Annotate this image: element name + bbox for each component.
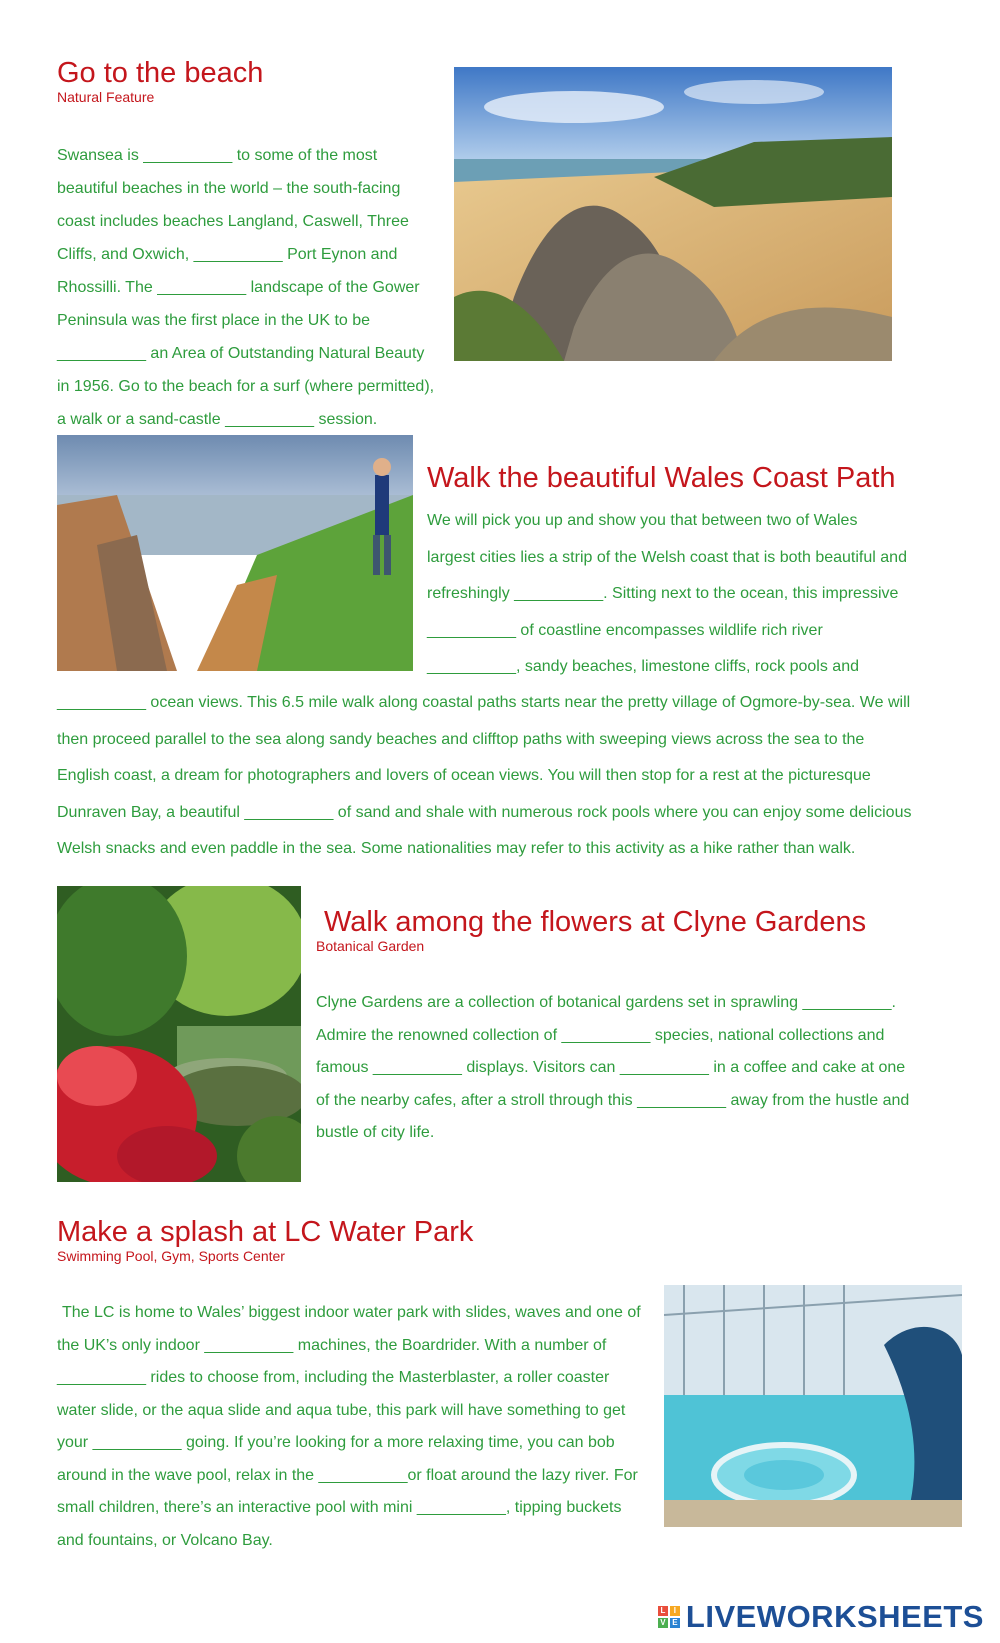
section-subtitle-beach: Natural Feature [57,89,155,105]
clyne-gardens-photo [57,886,301,1182]
beach-cliffs-photo [454,67,892,361]
water-park-photo [664,1285,962,1527]
section-title-beach: Go to the beach [57,57,264,89]
section-title-clyne-gardens: Walk among the flowers at Clyne Gardens [324,906,867,938]
section-subtitle-water-park: Swimming Pool, Gym, Sports Center [57,1248,285,1264]
section-text-beach: Swansea is __________ to some of the most beautiful beaches in the world – the south-facing coast includes beaches Langland, Caswell, Three Cliffs, and Oxwich, __________ Port Eynon and Rhossilli. The __________ landscape of the Gower Peninsula was the first place in the UK to be __________ an Area of Outstanding Natural Beauty in 1956. Go to the beach for a surf (where permitted), a walk or a sand-castle __________ session. [57,147,435,428]
section-text-coast-path-bottom: __________ ocean views. This 6.5 mile walk along coastal paths starts near the pretty village of Ogmore-by-sea. We will then proceed parallel to the sea along sandy beaches and clifftop paths with sweeping views across the sea to the English coast, a dream for photographers and lovers of ocean views. You will then stop for a rest at the picturesque Dunraven Bay, a beautiful __________ of sand and shale with numerous rock pools where you can enjoy some delicious Welsh snacks and even paddle in the sea. Some nationalities may refer to this activity as a hike rather than walk. [57,694,912,857]
section-subtitle-clyne-gardens: Botanical Garden [316,938,425,954]
section-title-water-park: Make a splash at LC Water Park [57,1216,474,1248]
logo-text: LIVEWORKSHEETS [685,1599,984,1634]
logo-mark-icon: L I V E [658,1606,680,1628]
section-text-clyne-gardens: Clyne Gardens are a collection of botanical gardens set in sprawling __________. Admire the renowned collection of __________ species, national collections and famous __________ displays. Visitors can __________ in a coffee and cake at one of the nearby cafes, after a stroll through this __________ away from the hustle and bustle of city life. [316,994,910,1141]
liveworksheets-logo [658,1599,984,1635]
section-title-coast-path: Walk the beautiful Wales Coast Path [427,462,896,494]
section-text-water-park: The LC is home to Wales’ biggest indoor water park with slides, waves and one of the UK’s only indoor __________ machines, the Boardrider. With a number of __________ rides to choose from, including the Masterblaster, a roller coaster water slide, or the aqua slide and aqua tube, this park will have something to get your __________ going. If you’re looking for a more relaxing time, you can bob around in the wave pool, relax in the __________or float around the lazy river. For small children, there’s an interactive pool with mini __________, tipping buckets and fountains, or Volcano Bay. [57,1304,641,1549]
section-text-coast-path-top: We will pick you up and show you that between two of Wales largest cities lies a strip of the Welsh coast that is both beautiful and refreshingly __________. Sitting next to the ocean, this impressive __________ of coastline encompasses wildlife rich river __________, sandy beaches, limestone cliffs, rock pools and [427,512,907,675]
coast-path-hiker-photo [57,435,413,671]
